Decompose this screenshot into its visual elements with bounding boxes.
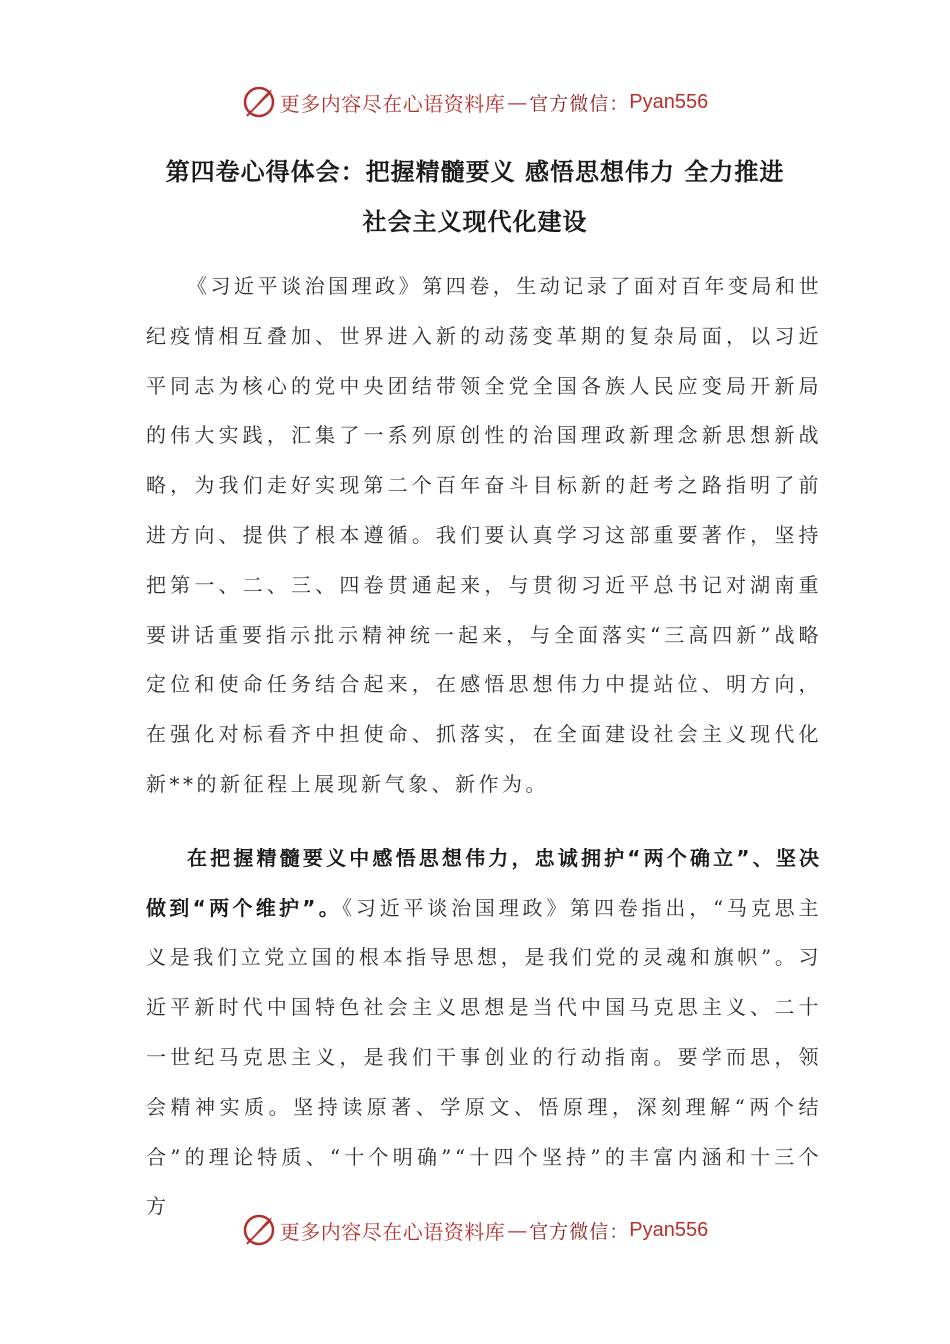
banner-brand-text: 更多内容尽在心语资料库	[279, 1219, 506, 1244]
banner-separator: —	[507, 90, 528, 114]
paragraph-intro: 《习近平谈治国理政》第四卷，生动记录了面对百年变局和世纪疫情相互叠加、世界进入新的动荡变革期的复杂局面，以习近平同志为核心的党中央团结带领全党全国各族人民应变局开新局的伟大实践，汇集了一系列原创性的治国理政新理念新思想新战略，为我们走好实现第二个百年奋斗目标新的赶考之路指明了前进方向、提供了根本遵循。我们要认真学习这部重要著作，坚持把第一、二、三、四卷贯通起来，与贯彻习近平总书记对湖南重要讲话重要指示批示精神统一起来，与全面落实“三高四新”战略定位和使命任务结合起来，在感悟思想伟力中提站位、明方向，在强化对标看齐中担使命、抓落实，在全面建设社会主义现代化新**的新征程上展现新气象、新作为。	[146, 274, 822, 796]
header-banner	[0, 82, 950, 122]
paragraph-body: 《习近平谈治国理政》第四卷指出，“马克思主义是我们立党立国的根本指导思想，是我们党的灵魂和旗帜”。习近平新时代中国特色社会主义思想是当代中国马克思主义、二十一世纪马克思主义，是我们干事创业的行动指南。要学而思，领会精神实质。坚持读原著、学原文、悟原理，深刻理解“两个结合”的理论特质、“十个明确”“十四个坚持”的丰富内涵和十三个方	[146, 895, 822, 1219]
quill-logo-icon	[242, 1213, 276, 1247]
banner-brand-text: 更多内容尽在心语资料库	[279, 91, 506, 116]
paragraph-section-1	[146, 834, 822, 1232]
banner-separator: —	[507, 1218, 528, 1242]
document-title-line2: 社会主义现代化建设	[362, 208, 588, 236]
quill-logo-icon	[242, 85, 276, 119]
banner-wechat-id: Pyan556	[629, 90, 709, 113]
paragraph-lead-bold: 在把握精髓要义中感悟思想伟力，忠诚拥护“两个确立”、坚决做到“两个维护”。	[146, 845, 822, 920]
banner-contact-label: 官方微信：	[529, 1220, 630, 1243]
footer-banner	[0, 1210, 950, 1250]
document-title-line1: 第四卷心得体会：把握精髓要义 感悟思想伟力 全力推进	[165, 158, 785, 186]
document-body	[146, 262, 822, 1232]
banner-wechat-id: Pyan556	[629, 1218, 709, 1241]
banner-contact-label: 官方微信：	[529, 92, 630, 115]
